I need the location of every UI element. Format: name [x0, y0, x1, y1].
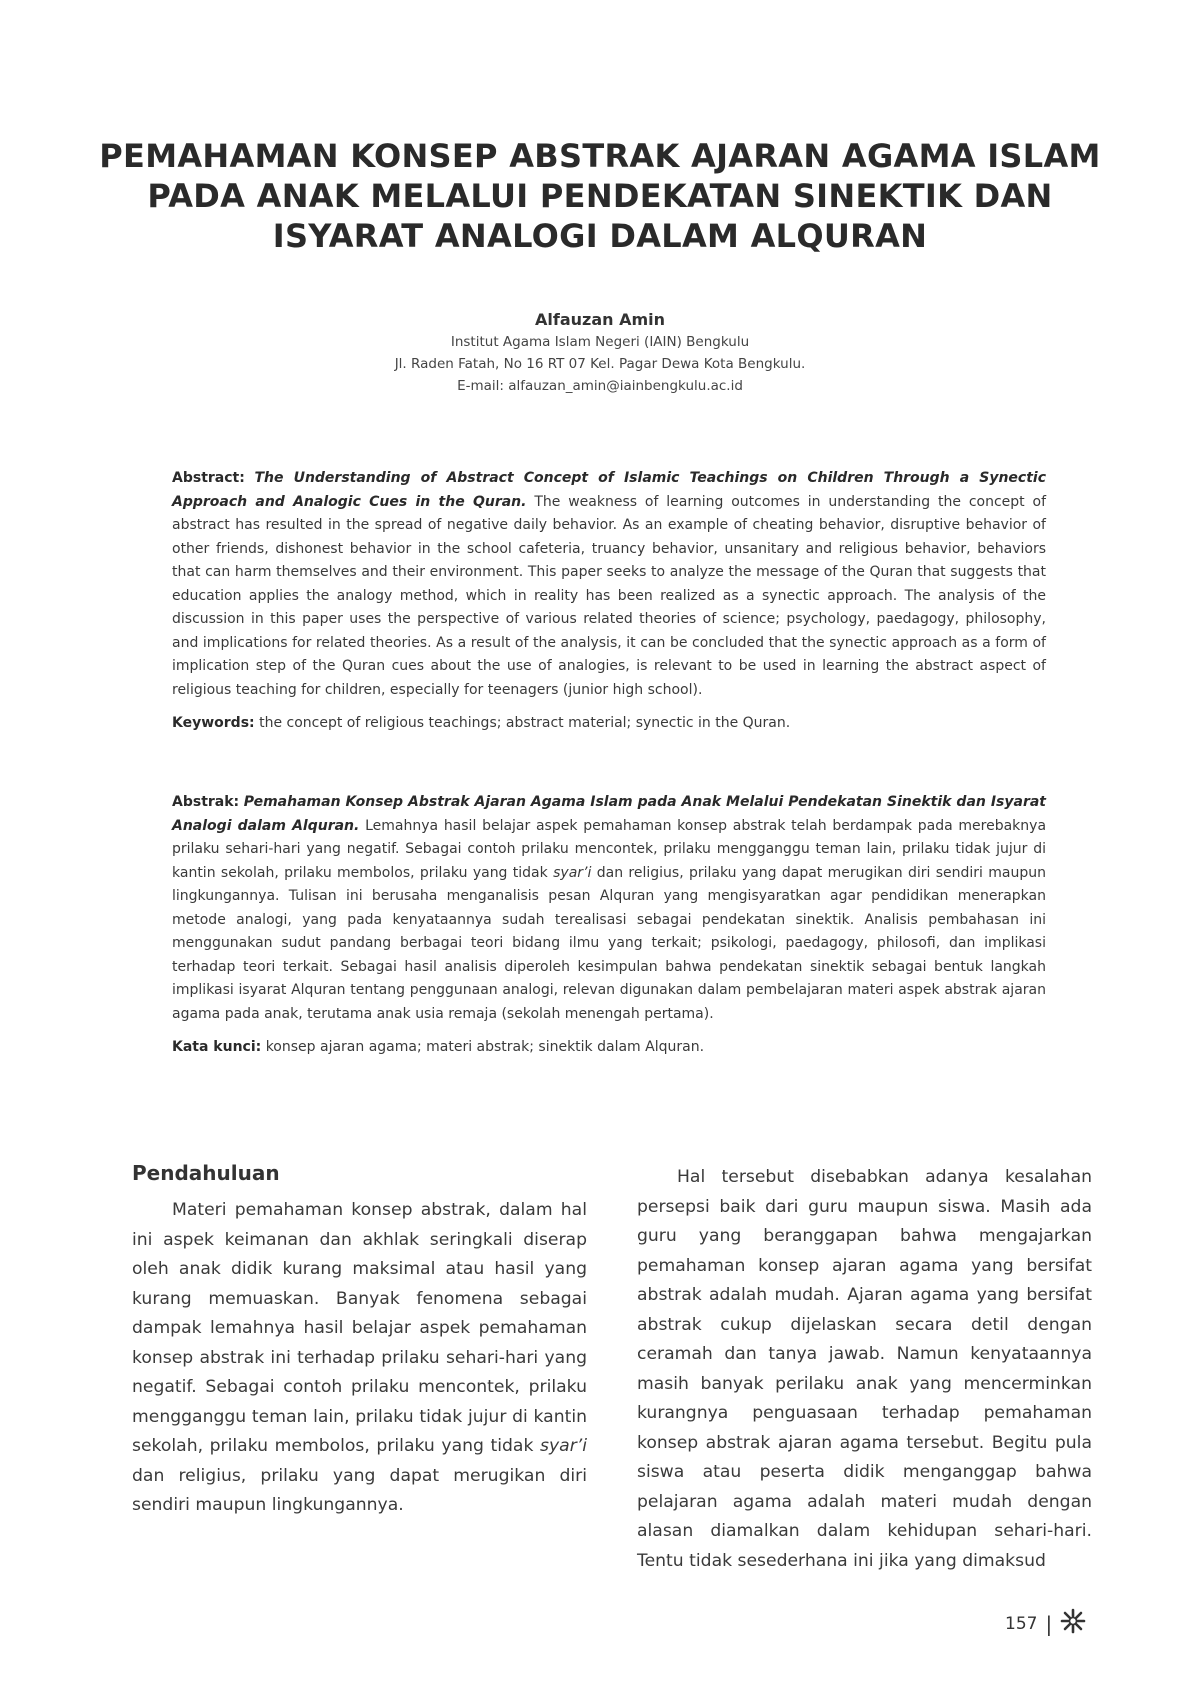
page-number: 157 — [1005, 1613, 1038, 1634]
abstrak-label: Abstrak: — [172, 794, 240, 810]
paragraph-left-text-b: dan religius, prilaku yang dapat merugikan diri sendiri maupun lingkungannya. — [132, 1465, 587, 1515]
abstrak-body-a: Lemahnya hasil belajar aspek pemahaman konsep abstrak telah berdampak pada merebaknya prilaku sehari-hari yang negatif. Sebagai contoh prilaku mencontek, prilaku mengganggu teman lain, prilaku tidak jujur di kantin sekolah, prilaku membolos, prilaku yang tidak — [172, 817, 1047, 881]
footer-separator: | — [1045, 1611, 1053, 1636]
paragraph-right: Hal tersebut disebabkan adanya kesalahan persepsi baik dari guru maupun siswa. Masih ada guru yang beranggapan bahwa mengajarkan pemahaman konsep ajaran agama yang bersifat abstrak adalah mudah. Ajaran agama yang bersifat abstrak cukup dijelaskan secara detil dengan ceramah dan tanya jawab. Namun kenyataannya masih banyak perilaku anak yang mencerminkan kurangnya penguasaan terhadap pemahaman konsep abstrak ajaran agama tersebut. Begitu pula siswa atau peserta didik menganggap bahwa pelajaran agama adalah materi mudah dengan alasan diamalkan dalam kehidupan sehari-hari. Tentu tidak sesederhana ini jika yang dimaksud — [637, 1167, 1092, 1571]
title-line-1: PEMAHAMAN KONSEP ABSTRAK AJARAN AGAMA ISLAM — [99, 137, 1101, 175]
abstrak-title: Pemahaman Konsep Abstrak Ajaran Agama Islam pada Anak Melalui Pendekatan Sinektik dan Isyarat Analogi dalam Alquran. — [172, 794, 1046, 834]
kata-kunci-text: konsep ajaran agama; materi abstrak; sinektik dalam Alquran. — [265, 1039, 705, 1055]
paper-title — [0, 136, 1200, 256]
abstract-english — [172, 467, 1046, 736]
paragraph-left — [132, 1196, 587, 1521]
abstrak-body-italic: syar’i — [553, 864, 592, 881]
keywords-label: Keywords: — [172, 715, 255, 731]
paragraph-left-text-a: Materi pemahaman konsep abstrak, dalam hal ini aspek keimanan dan akhlak seringkali diserap oleh anak didik kurang maksimal atau hasil yang kurang memuaskan. Banyak fenomena sebagai dampak lemahnya hasil belajar aspek pemahaman konsep abstrak ini terhadap prilaku sehari-hari yang negatif. Sebagai contoh prilaku mencontek, prilaku mengganggu teman lain, prilaku tidak jujur di kantin sekolah, prilaku membolos, prilaku yang tidak — [132, 1200, 587, 1456]
author-block — [0, 309, 1200, 397]
abstract-indonesian — [172, 791, 1046, 1060]
page-footer — [1005, 1608, 1086, 1639]
author-name: Alfauzan Amin — [534, 310, 665, 329]
abstract-title: The Understanding of Abstract Concept of Islamic Teachings on Children Through a Synectic Approach and Analogic Cues in the Quran. — [172, 470, 1046, 510]
title-line-3: ISYARAT ANALOGI DALAM ALQURAN — [272, 217, 928, 255]
body-column-right — [637, 1163, 1092, 1576]
kata-kunci — [172, 1036, 1046, 1060]
abstrak-text — [172, 791, 1046, 1026]
body-column-left — [132, 1158, 587, 1521]
abstrak-body-b: dan religius, prilaku yang dapat merugikan diri sendiri maupun lingkungannya. Tulisan ini berusaha menganalisis pesan Alquran yang mengisyaratkan agar pendidikan menerapkan metode analogi, yang pada kenyataannya sudah terealisasi sebagai pendekatan sinektik. Analisis pembahasan ini menggunakan sudut pandang berbagai teori bidang ilmu yang terkait; psikologi, paedagogy, philosofi, dan implikasi terhadap teori terkait. Sebagai hasil analisis diperoleh kesimpulan bahwa pendekatan sinektik sebagai bentuk langkah implikasi isyarat Alquran tentang penggunaan analogi, relevan digunakan dalam pembelajaran materi aspek abstrak ajaran agama pada anak, terutama anak usia remaja (sekolah menengah pertama). — [172, 864, 1047, 1022]
abstract-english-text — [172, 467, 1046, 702]
asterisk-ornament-icon — [1060, 1608, 1086, 1639]
section-heading: Pendahuluan — [132, 1161, 280, 1185]
author-email: E-mail: alfauzan_amin@iainbengkulu.ac.id — [457, 378, 743, 394]
title-line-2: PADA ANAK MELALUI PENDEKATAN SINEKTIK DAN — [147, 177, 1053, 215]
paragraph-left-italic: syar’i — [540, 1436, 587, 1456]
keywords — [172, 712, 1046, 736]
keywords-text: the concept of religious teachings; abstract material; synectic in the Quran. — [259, 715, 791, 731]
author-address: Jl. Raden Fatah, No 16 RT 07 Kel. Pagar Dewa Kota Bengkulu. — [394, 356, 806, 372]
author-institution: Institut Agama Islam Negeri (IAIN) Bengkulu — [450, 334, 750, 350]
kata-kunci-label: Kata kunci: — [172, 1039, 262, 1055]
abstract-label: Abstract: — [172, 470, 245, 486]
abstract-body: The weakness of learning outcomes in understanding the concept of abstract has resulted in the spread of negative daily behavior. As an example of cheating behavior, disruptive behavior of other friends, dishonest behavior in the school cafeteria, truancy behavior, unsanitary and religious behavior, behaviors that can harm themselves and their environment. This paper seeks to analyze the message of the Quran that suggests that education applies the analogy method, which in reality has been realized as a synectic approach. The analysis of the discussion in this paper uses the perspective of various related theories of science; psychology, paedagogy, philosophy, and implications for related theories. As a result of the analysis, it can be concluded that the synectic approach as a form of implication step of the Quran cues about the use of analogies, is relevant to be used in learning the abstract aspect of religious teaching for children, especially for teenagers (junior high school). — [172, 493, 1046, 698]
